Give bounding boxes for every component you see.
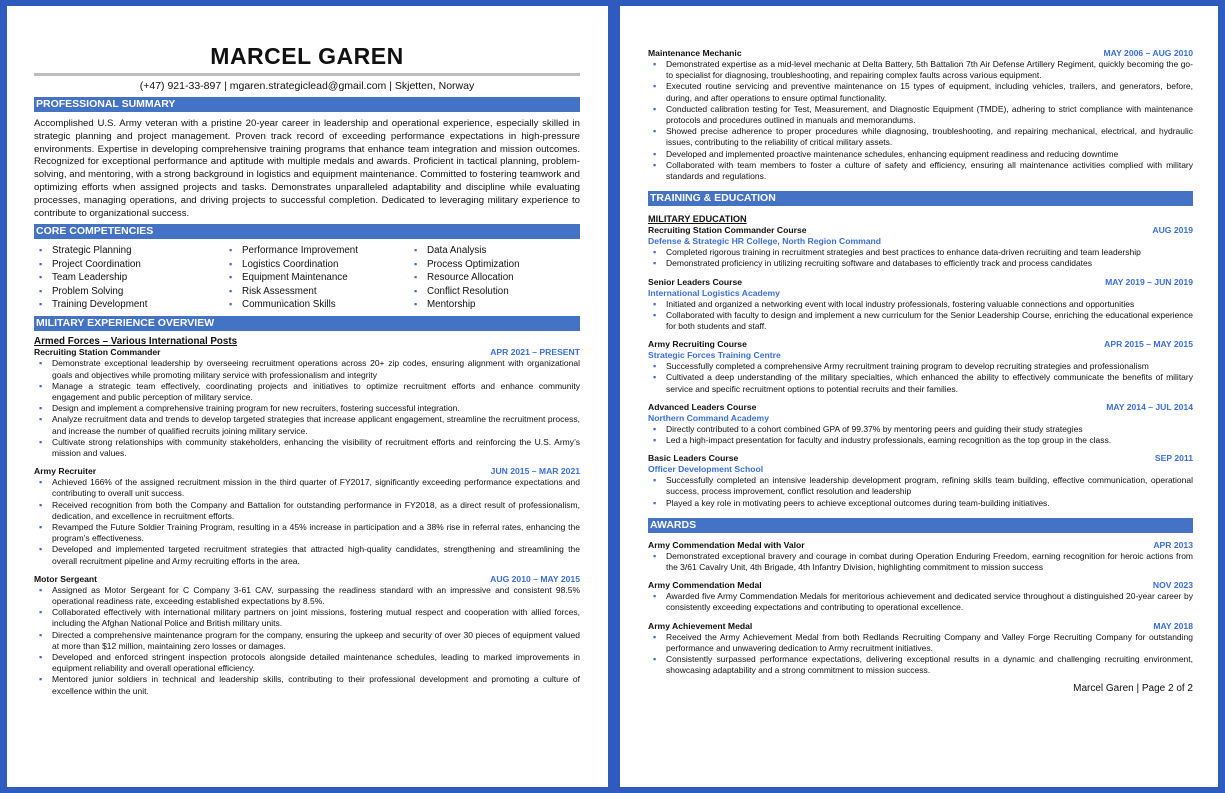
entry-date: MAY 2006 – AUG 2010 [1103,48,1193,58]
competency-item: ▪ Data Analysis [409,244,579,257]
entry-spacer [648,395,1193,402]
bullet-list [648,475,1193,509]
entry-header [648,225,1193,236]
entry-header [648,540,1193,551]
competency-item: ▪ Project Coordination [34,258,224,271]
entry-school: Officer Development School [648,464,764,475]
bullet-list [648,591,1193,613]
bullet-item: ▪ Developed and implemented proactive maintenance schedules, enhancing equipment readiness and reducing downtime [666,149,1193,160]
entry-title: Army Commendation Medal with Valor [648,539,805,550]
competency-item: ▪ Performance Improvement [224,244,409,257]
section-core-competencies: CORE COMPETENCIES [34,224,580,239]
entry-header [34,574,580,585]
entry-school: Northern Command Academy [648,412,769,423]
contact-line: (+47) 921-33-897 | mgaren.strategiclead@gmail.com | Skjetten, Norway [139,80,475,92]
bullet-list [34,358,580,459]
education-subheading: MILITARY EDUCATION [648,214,747,225]
bullet-item: ▪ Demonstrated proficiency in utilizing recruiting software and databases to efficiently track and process candidates [666,258,1193,269]
entry-spacer [648,573,1193,580]
organization-name: Armed Forces – Various International Posts [34,336,238,348]
entry-date: MAY 2018 [1153,620,1193,631]
entry-date: APR 2021 – PRESENT [490,347,580,358]
candidate-name: MARCEL GAREN [210,43,404,69]
resume-page-2 [620,6,1218,787]
job-list [34,347,580,696]
section-awards: AWARDS [648,518,1193,533]
bullet-item: ▪ Awarded five Army Commendation Medals for meritorious achievement and dedicated service throughout a distinguished 20-year career by consistently exceeding expectations and contributing to operational excellence. [666,591,1193,613]
competency-item: ▪ Conflict Resolution [409,285,579,298]
bullet-list [34,585,580,697]
competency-item: ▪ Process Optimization [409,258,579,271]
entry-date: MAY 2014 – JUL 2014 [1106,401,1193,412]
entry-school: Defense & Strategic HR College, North Region Command [648,236,882,247]
entry-title: Army Commendation Medal [648,580,762,591]
bullet-item: ▪ Analyze recruitment data and trends to develop targeted strategies that increase applicant engagement, streamline the recruitment process, and increase the number of qualified recruits joining military service. [52,414,580,436]
entry-title: Advanced Leaders Course [648,401,757,412]
page-footer: Marcel Garen | Page 2 of 2 [1073,682,1193,694]
job-list-continued [648,48,1193,182]
bullet-item: ▪ Developed and enforced stringent inspection protocols alongside detailed maintenance schedules, leading to marked improvements in equipment reliability and overall operational efficiency. [52,652,580,674]
competency-item: ▪ Risk Assessment [224,285,409,298]
competency-item: ▪ Equipment Maintenance [224,271,409,284]
bullet-item: ▪ Directly contributed to a cohort combined GPA of 99.37% by mentoring peers and guiding their study strategies [666,424,1193,435]
bullet-item: ▪ Showed precise adherence to proper procedures while diagnosing, troubleshooting, and repairing mechanical, electrical, and hydraulic issues, contributing to the reliability of critical military assets. [666,126,1193,148]
competency-item: ▪ Communication Skills [224,298,409,311]
bullet-item: ▪ Cultivate strong relationships with community stakeholders, enhancing the visibility of recruitment efforts and reinforcing the U.S. Army’s mission and values. [52,437,580,459]
bullet-item: ▪ Received the Army Achievement Medal from both Redlands Recruiting Company and Valley Forge Recruiting Company for outstanding performance and unwavering dedication to Army recruitment initiatives. [666,632,1193,654]
bullet-list [648,59,1193,182]
entry-title: Army Recruiting Course [648,339,747,350]
entry-date: MAY 2019 – JUN 2019 [1105,276,1193,287]
entry-title: Army Recruiter [34,466,97,477]
bullet-item: ▪ Led a high-impact presentation for faculty and industry professionals, earning recognition as the top group in the class. [666,435,1193,446]
entry-date: AUG 2010 – MAY 2015 [490,573,580,584]
entry-date: JUN 2015 – MAR 2021 [490,466,580,477]
course-list [648,225,1193,509]
entry-title: Recruiting Station Commander Course [648,225,807,236]
bullet-item: ▪ Mentored junior soldiers in technical and leadership skills, contributing to their professional development and promoting a culture of excellence within the unit. [52,674,580,696]
entry-date: SEP 2011 [1154,453,1193,464]
section-military-experience: MILITARY EXPERIENCE OVERVIEW [34,316,580,331]
bullet-item: ▪ Manage a strategic team effectively, coordinating projects and initiatives to optimize recruitment efforts and enhance community engagement and public perception of military service. [52,381,580,403]
bullet-list [648,632,1193,677]
entry-header [648,277,1193,288]
entry-spacer [648,614,1193,621]
entry-title: Recruiting Station Commander [34,347,161,358]
bullet-list [648,299,1193,333]
entry-date: AUG 2019 [1152,225,1193,236]
resume-page-1 [7,6,608,787]
entry-title: Motor Sergeant [34,573,98,584]
entry-title: Maintenance Mechanic [648,48,742,58]
bullet-item: ▪ Demonstrated exceptional bravery and courage in combat during Operation Enduring Freedom, earning recognition for heroic actions from the 3/61 Cavalry Unit, 4th Brigade, 4th Infantry Division, highlighting commitment to mission success [666,551,1193,573]
entry-header [34,347,580,358]
bullet-item: ▪ Demonstrate exceptional leadership by overseeing recruitment operations across 20+ zip codes, ensuring alignment with organizational goals and objectives while promoting military service with professionalism and integrity [52,358,580,380]
competency-item: ▪ Training Development [34,298,224,311]
header-divider [34,73,580,76]
entry-header [648,453,1193,464]
bullet-item: ▪ Played a key role in motivating peers to achieve exceptional outcomes during team-building initiatives. [666,498,1193,509]
bullet-item: ▪ Conducted calibration testing for Test, Measurement, and Diagnostic Equipment (TMDE), adhering to strict compliance with maintenance protocols and procedures outlined in manuals and memorandums. [666,104,1193,126]
competency-item: ▪ Logistics Coordination [224,258,409,271]
bullet-item: ▪ Completed rigorous training in recruitment strategies and best practices to enhance data-driven recruiting and team leadership [666,247,1193,258]
bullet-list [648,551,1193,573]
bullet-list [34,477,580,567]
bullet-item: ▪ Collaborated with team members to foster a culture of safety and efficiency, ensuring all maintenance activities complied with military standards and regulations. [666,160,1193,182]
bullet-list [648,247,1193,269]
entry-date: APR 2013 [1153,539,1193,550]
entry-spacer [648,270,1193,277]
entry-header [648,339,1193,350]
bullet-item: ▪ Consistently surpassed performance expectations, delivering exceptional results in a dynamic and challenging recruiting environment, showcasing adaptability and a strong commitment to mission success. [666,654,1193,676]
competency-item: ▪ Strategic Planning [34,244,224,257]
entry-spacer [648,533,1193,540]
entry-header [648,402,1193,413]
bullet-item: ▪ Achieved 166% of the assigned recruitment mission in the third quarter of FY2017, significantly exceeding performance expectations and contributing to overall unit success. [52,477,580,499]
entry-title: Basic Leaders Course [648,453,739,464]
bullet-item: ▪ Collaborated with faculty to design and implement a new curriculum for the Senior Leadership Course, enriching the educational experience for both students and staff. [666,310,1193,332]
competency-item: ▪ Team Leadership [34,271,224,284]
competencies-list [34,244,580,311]
competency-item: ▪ Mentorship [409,298,579,311]
bullet-item: ▪ Revamped the Future Soldier Training Program, resulting in a 45% increase in participation and a 38% rise in referral rates, enhancing the program’s effectiveness. [52,522,580,544]
bullet-item: ▪ Collaborated effectively with international military partners on joint missions, fostering mutual respect and cooperation with allied forces, including the Afghan National Police and British military units. [52,607,580,629]
entry-spacer [648,446,1193,453]
entry-header [648,580,1193,591]
entry-date: APR 2015 – MAY 2015 [1104,339,1193,350]
bullet-item: ▪ Initiated and organized a networking event with local industry professionals, fostering valuable connections and opportunities [666,299,1193,310]
bullet-item: ▪ Demonstrated expertise as a mid-level mechanic at Delta Battery, 5th Battalion 7th Air Defense Artillery Regiment, quickly becoming the go-to specialist for diagnosing, troubleshooting, and repairing complex faults across various equipment. [666,59,1193,81]
entry-header [648,621,1193,632]
bullet-item: ▪ Successfully completed a comprehensive Army recruitment training program to develop recruiting strategies and professionalism [666,361,1193,372]
bullet-item: ▪ Assigned as Motor Sergeant for C Company 3-61 CAV, surpassing the readiness standard with an impressive and consistent 98.5% operational readiness rate, exceeding established expectations by 8.5%. [52,585,580,607]
entry-school: Strategic Forces Training Centre [648,350,781,361]
competency-item: ▪ Problem Solving [34,285,224,298]
summary-text: Accomplished U.S. Army veteran with a pristine 20-year career in leadership and operational experience, especially skilled in strategic planning and project management. Proven track record of exceeding performance expectations in high-pressure environments. Expertise in developing comprehensive training programs that enhance team integration and mission outcomes. Recognized for exceptional performance and aptitude with multiple medals and awards. Proficient in tactical planning, problem-solving, and mentoring, with a strong background in logistics and equipment maintenance. Committed to fostering teamwork and optimizing efforts when assigned projects and tasks. Demonstrates unparalleled adaptability and discipline while evaluating processes, managing operations, and driving projects to successful completion. Dedicated to leveraging military experience to contribute to organizational success. [34,118,580,219]
bullet-list [648,424,1193,446]
bullet-item: ▪ Design and implement a comprehensive training program for new recruiters, fostering successful integration. [52,403,580,414]
entry-title: Senior Leaders Course [648,276,743,287]
bullet-item: ▪ Directed a comprehensive maintenance program for the company, ensuring the upkeep and security of over 30 pieces of equipment valued at more than $12 million, maintaining zero losses or damages. [52,630,580,652]
award-list [648,533,1193,677]
section-training-education: TRAINING & EDUCATION [648,191,1193,206]
bullet-item: ▪ Executed routine servicing and preventive maintenance on 15 types of equipment, including vehicles, trailers, and generators, before, during, and after operations to ensure optimal functionality. [666,81,1193,103]
bullet-item: ▪ Successfully completed an intensive leadership development program, refining skills team building, effective communication, operational success, process improvement, conflict resolution and leadership [666,475,1193,497]
entry-school: International Logistics Academy [648,287,780,298]
bullet-item: ▪ Developed and implemented targeted recruitment strategies that attracted high-quality candidates, strengthening and streamlining the overall recruitment pipeline and Army recruiting efforts in the area. [52,544,580,566]
entry-spacer [34,567,580,574]
section-professional-summary: PROFESSIONAL SUMMARY [34,97,580,112]
bullet-list [648,361,1193,395]
entry-spacer [648,332,1193,339]
entry-header [34,466,580,477]
entry-spacer [34,459,580,466]
entry-header [648,48,1193,59]
entry-title: Army Achievement Medal [648,620,753,631]
competency-item: ▪ Resource Allocation [409,271,579,284]
bullet-item: ▪ Received recognition from both the Company and Battalion for outstanding performance in FY2018, as a direct result of professionalism, dedication, and excellence in recruitment efforts. [52,500,580,522]
bullet-item: ▪ Cultivated a deep understanding of the military specialties, which enhanced the ability to effectively communicate the benefits of military service and specific recruitment options to potential recruits and their families. [666,372,1193,394]
entry-date: NOV 2023 [1152,580,1193,591]
